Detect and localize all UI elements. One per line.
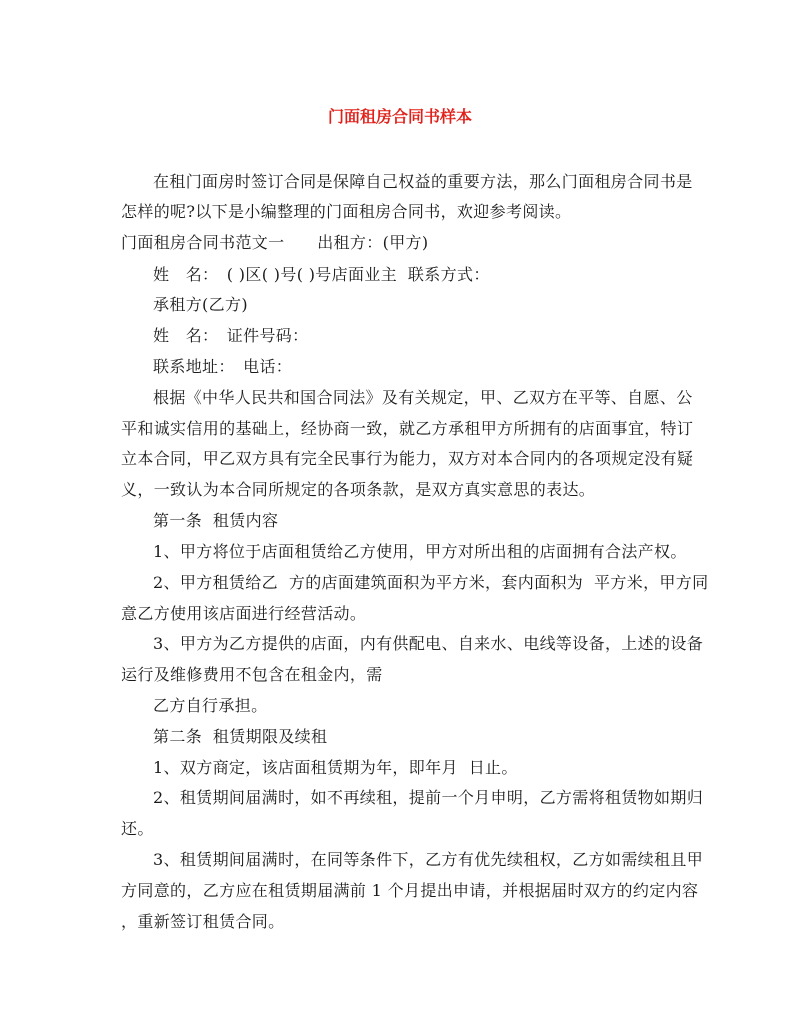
body-line: 怎样的呢?以下是小编整理的门面租房合同书，欢迎参考阅读。 [121, 202, 572, 221]
body-line: 运行及维修费用不包含在租金内，需 [121, 665, 383, 684]
body-line: 3、租赁期间届满时，在同等条件下，乙方有优先续租权，乙方如需续租且甲 [153, 850, 704, 869]
body-line: 义，一致认为本合同所规定的各项条款，是双方真实意思的表达。 [121, 480, 596, 499]
body-line: 方同意的，乙方应在租赁期届满前 1 个月提出申请，并根据届时双方的约定内容 [121, 881, 699, 900]
section-heading: 第一条 租赁内容 [153, 511, 279, 530]
body-line: 3、甲方为乙方提供的店面，内有供配电、自来水、电线等设备，上述的设备 [153, 634, 704, 653]
body-line: 还。 [121, 819, 154, 838]
body-line: 在租门面房时签订合同是保障自己权益的重要方法，那么门面租房合同书是 [153, 172, 693, 191]
body-line: 立本合同，甲乙双方具有完全民事行为能力，双方对本合同内的各项规定没有疑 [121, 449, 694, 468]
body-line: 根据《中华人民共和国合同法》及有关规定，甲、乙双方在平等、自愿、公 [153, 388, 693, 407]
body-line: 姓 名： ( )区( )号( )号店面业主 联系方式： [153, 265, 490, 284]
section-heading: 第二条 租赁期限及续租 [153, 727, 328, 746]
body-line: 2、租赁期间届满时，如不再续租，提前一个月申明，乙方需将租赁物如期归 [153, 788, 704, 807]
body-line: 门面租房合同书范文一 出租方：(甲方) [121, 233, 429, 252]
body-line: 1、双方商定，该店面租赁期为年，即年月 日止。 [153, 758, 518, 777]
body-line: 1、甲方将位于店面租赁给乙方使用，甲方对所出租的店面拥有合法产权。 [153, 542, 687, 561]
body-line: 平和诚实信用的基础上，经协商一致，就乙方承租甲方所拥有的店面事宜，特订 [121, 419, 694, 438]
body-line: 姓 名： 证件号码： [153, 326, 309, 345]
body-line: ，重新签订租赁合同。 [121, 912, 285, 931]
body-line: 承租方(乙方) [153, 295, 248, 314]
body-line: 联系地址： 电话： [153, 357, 293, 376]
document-title: 门面租房合同书样本 [327, 107, 472, 126]
body-line: 乙方自行承担。 [153, 696, 268, 715]
body-line: 意乙方使用该店面进行经营活动。 [121, 604, 367, 623]
body-line: 2、甲方租赁给乙 方的店面建筑面积为平方米，套内面积为 平方米，甲方同 [153, 573, 709, 592]
